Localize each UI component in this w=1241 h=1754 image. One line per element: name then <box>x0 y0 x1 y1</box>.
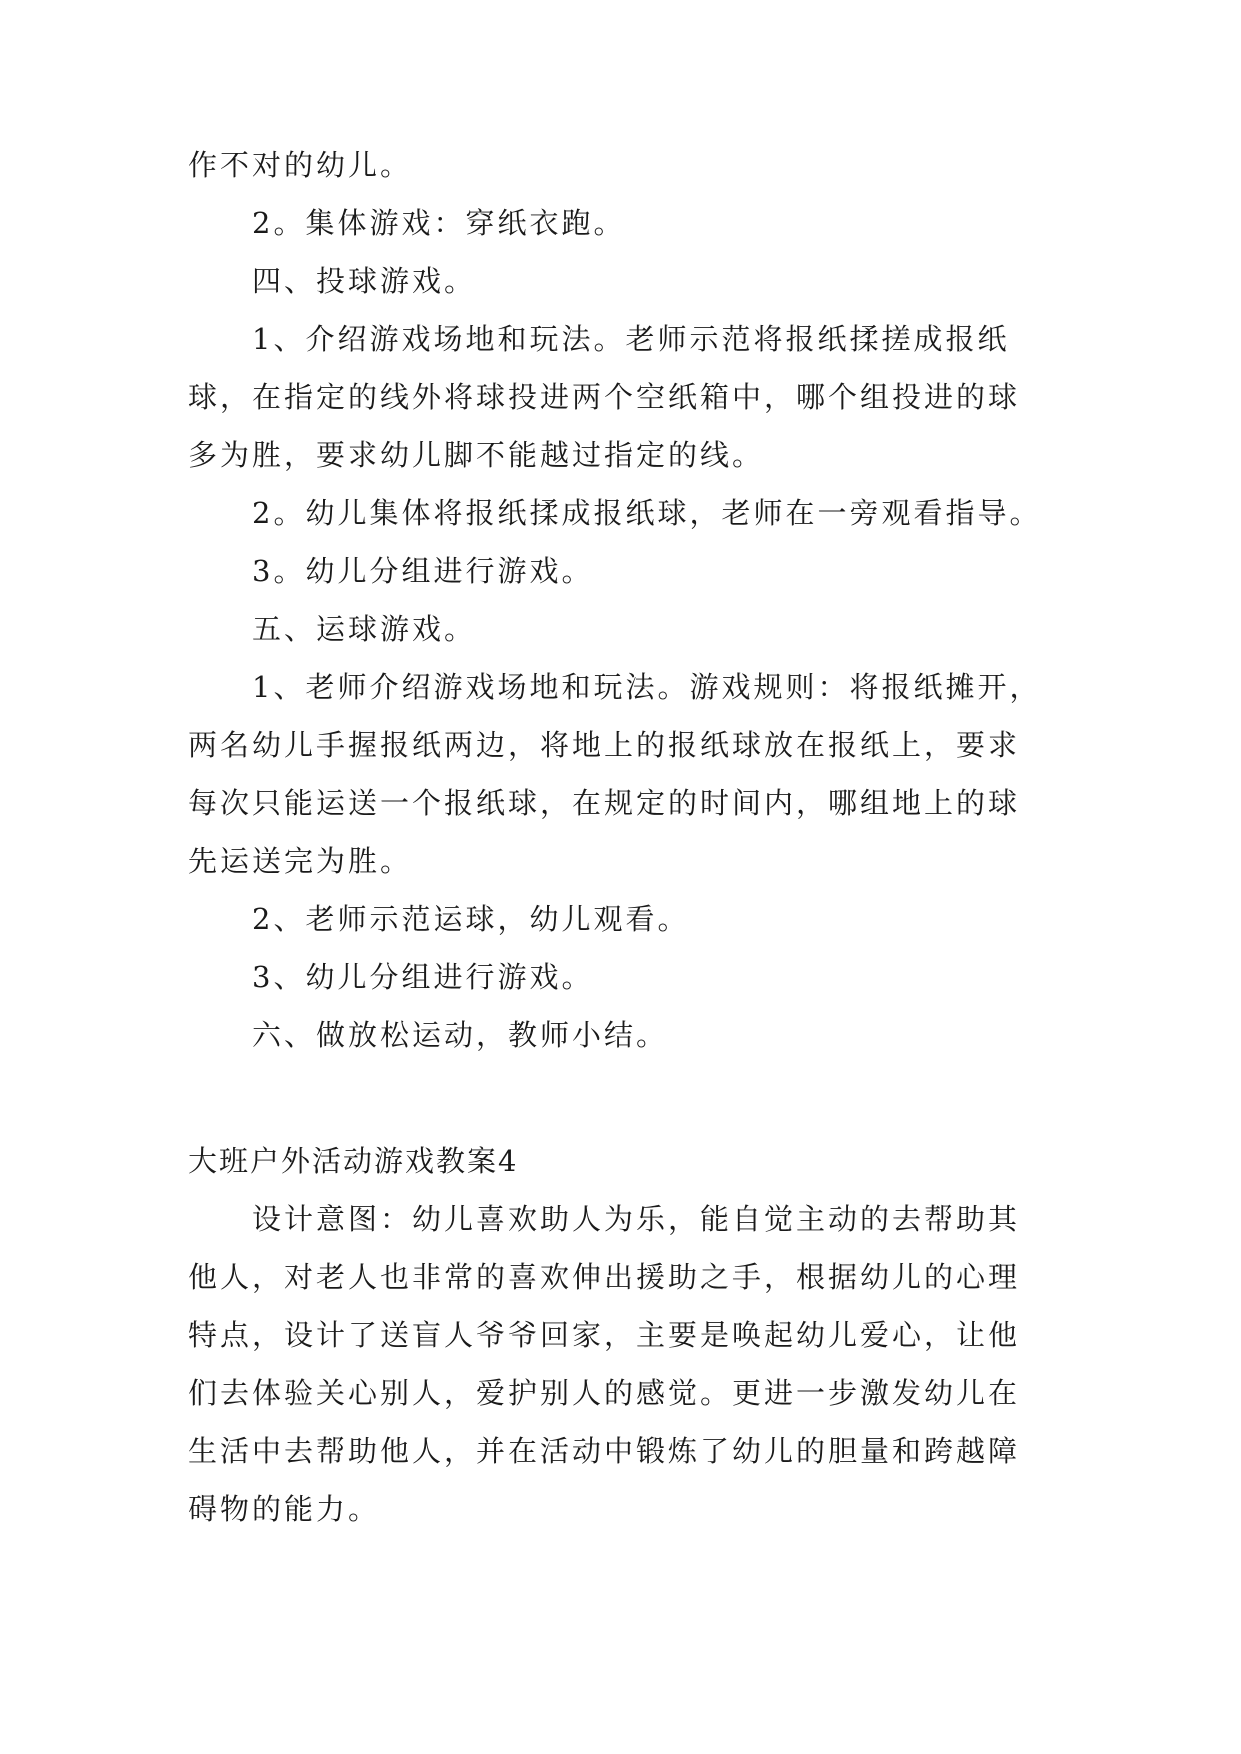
section-title: 大班户外活动游戏教案4 <box>188 1144 519 1178</box>
section-heading-five: 五、运球游戏。 <box>252 612 477 646</box>
paragraph-line: 3。幼儿分组进行游戏。 <box>252 554 594 588</box>
paragraph-line: 先运送完为胜。 <box>188 844 413 878</box>
paragraph-line: 碍物的能力。 <box>188 1492 381 1526</box>
paragraph-line: 生活中去帮助他人，并在活动中锻炼了幼儿的胆量和跨越障 <box>188 1434 1021 1468</box>
section-heading-four: 四、投球游戏。 <box>252 264 477 298</box>
paragraph-line: 作不对的幼儿。 <box>188 148 413 182</box>
paragraph-line: 他人，对老人也非常的喜欢伸出援助之手，根据幼儿的心理 <box>188 1260 1021 1294</box>
section-heading-six: 六、做放松运动，教师小结。 <box>252 1018 669 1052</box>
continued-lesson-body <box>188 136 1068 1064</box>
paragraph-line: 2、老师示范运球，幼儿观看。 <box>252 902 690 936</box>
paragraph-line: 两名幼儿手握报纸两边，将地上的报纸球放在报纸上，要求 <box>188 728 1021 762</box>
paragraph-line: 2。幼儿集体将报纸揉成报纸球，老师在一旁观看指导。 <box>252 496 1042 530</box>
paragraph-line: 1、老师介绍游戏场地和玩法。游戏规则：将报纸摊开， <box>252 670 1042 704</box>
paragraph-line: 多为胜，要求幼儿脚不能越过指定的线。 <box>188 438 765 472</box>
paragraph-line: 2。集体游戏：穿纸衣跑。 <box>252 206 626 240</box>
paragraph-line: 特点，设计了送盲人爷爷回家，主要是唤起幼儿爱心，让他 <box>188 1318 1021 1352</box>
paragraph-line: 们去体验关心别人，爱护别人的感觉。更进一步激发幼儿在 <box>188 1376 1021 1410</box>
paragraph-line: 球，在指定的线外将球投进两个空纸箱中，哪个组投进的球 <box>188 380 1021 414</box>
paragraph-line: 3、幼儿分组进行游戏。 <box>252 960 594 994</box>
paragraph-line: 设计意图：幼儿喜欢助人为乐，能自觉主动的去帮助其 <box>252 1202 1021 1236</box>
paragraph-line: 1、介绍游戏场地和玩法。老师示范将报纸揉搓成报纸 <box>252 322 1010 356</box>
paragraph-line: 每次只能运送一个报纸球，在规定的时间内，哪组地上的球 <box>188 786 1021 820</box>
lesson-plan-4 <box>188 1132 1068 1538</box>
